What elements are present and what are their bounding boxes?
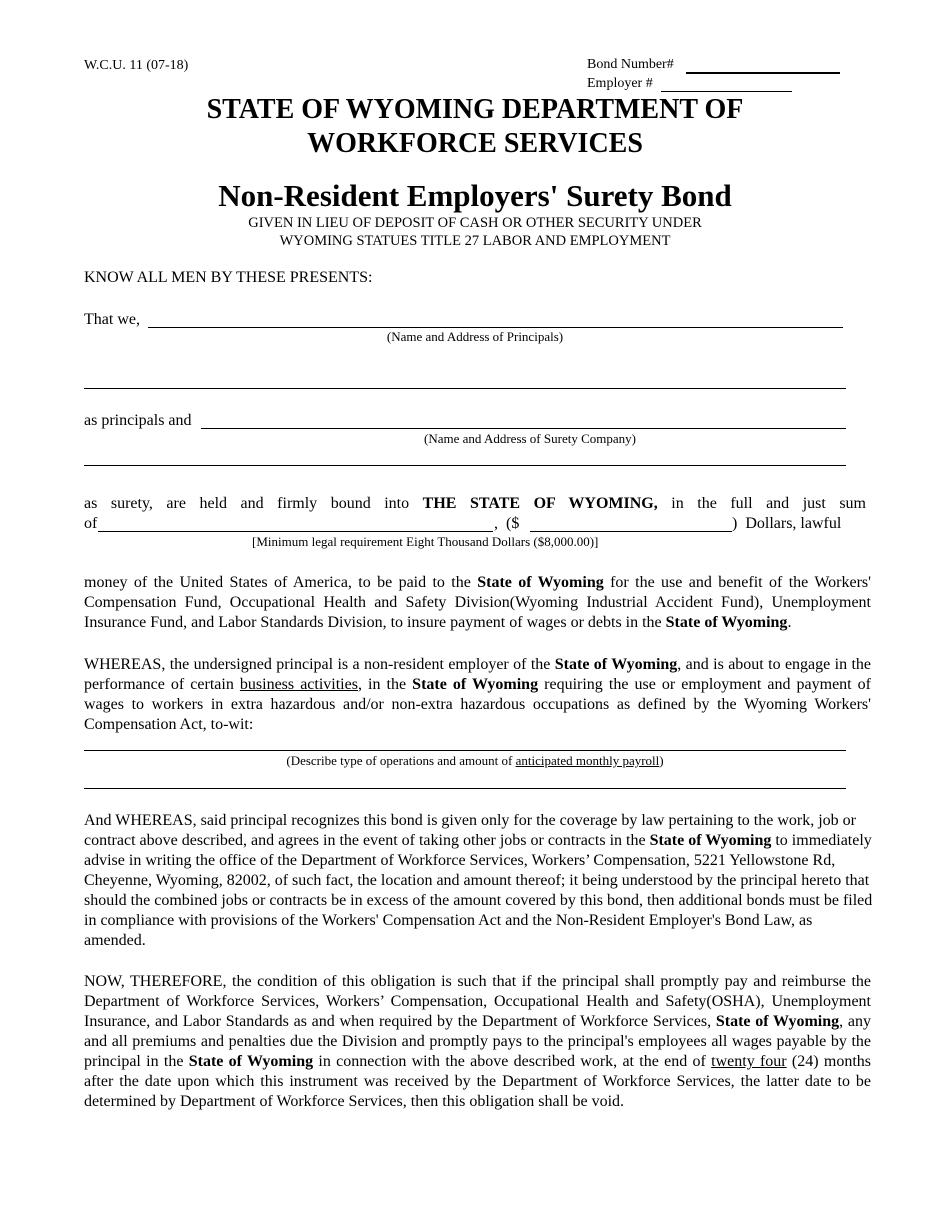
dollar-close: ) Dollars, lawful xyxy=(732,515,842,532)
of-label: of xyxy=(84,515,98,532)
operations-caption-close: ) xyxy=(659,753,664,768)
money-text-1: money of the United States of America, to be paid to the xyxy=(84,574,478,591)
employer-label: Employer # xyxy=(587,76,653,91)
bond-number-field[interactable] xyxy=(686,72,840,74)
dollar-open: , ($ xyxy=(494,515,520,532)
operations-payroll-field[interactable] xyxy=(84,788,846,789)
bound-clause-line1 xyxy=(84,494,866,514)
operations-caption xyxy=(0,753,950,769)
now-text-1: NOW, THEREFORE, the condition of this obligation is such that if the principal shall promptly pay and reimburse the Department of Workforce Services, Workers’ Compensation, Occupational Health and Safety(OSHA), Unemployment Insurance, and Labor Standards as and when required by the Department of Workforce Services, xyxy=(84,973,871,1030)
money-state-bold-1: State of Wyoming xyxy=(477,574,604,591)
intro-heading: KNOW ALL MEN BY THESE PRESENTS: xyxy=(84,269,373,286)
subtitle-line2: WYOMING STATUES TITLE 27 LABOR AND EMPLOYMENT xyxy=(279,233,671,249)
whereas-text-2: , and is about to engage in the performance of certain xyxy=(84,656,871,693)
and-whereas-state-bold: State of Wyoming xyxy=(649,832,772,849)
bound-state-bold: THE STATE OF WYOMING, xyxy=(422,495,658,512)
agency-title-line2: WORKFORCE SERVICES xyxy=(307,128,643,159)
money-text-2: for the use and benefit of the Workers' Compensation Fund, Occupational Health and Safety Division(Wyoming Industrial Accident Fund), Unemployment Insurance Fund, and Labor Standards Division, to insure payment of wages or debts in the xyxy=(84,574,872,631)
bound-text-b: in the full and just sum xyxy=(657,495,867,512)
whereas-text-3: , in the xyxy=(357,676,413,693)
now-underline-twenty-four: twenty four xyxy=(711,1053,787,1070)
principals-label: That we, xyxy=(84,311,140,328)
whereas-state-bold-2: State of Wyoming xyxy=(412,676,539,693)
money-state-bold-2: State of Wyoming xyxy=(665,614,788,631)
now-text-4: (24) months after the date upon which this instrument was received by the Department of Workforce Services, the latter date to be determined by Department of Workforce Services, then this obligation shall be void. xyxy=(84,1053,871,1110)
form-code: W.C.U. 11 (07-18) xyxy=(84,58,189,73)
whereas-underline-business-activities: business activities xyxy=(239,676,358,693)
bond-amount-words-field[interactable] xyxy=(98,531,493,532)
now-state-bold-1: State of Wyoming xyxy=(715,1013,840,1030)
paragraph-and-whereas xyxy=(84,811,874,951)
surety-label: as principals and xyxy=(84,412,192,429)
bound-text-a: as surety, are held and firmly bound into xyxy=(84,495,423,512)
and-whereas-text-2: to immediately advise in writing the office of the Department of Workforce Services, Workers’ Compensation, 5221 Yellowstone Rd, Cheyenne, Wyoming, 82002, of such fact, the location and amount thereof; it being understood by the principal hereto that should the combined jobs or contracts be in excess of the amount covered by this bond, then additional bonds must be filed in compliance with provisions of the Workers' Compensation Act and the Non-Resident Employer's Bond Law, as amended. xyxy=(84,832,873,949)
now-state-bold-2: State of Wyoming xyxy=(188,1053,314,1070)
agency-title xyxy=(0,93,950,161)
principals-address-field[interactable] xyxy=(84,388,846,389)
whereas-text-4: requiring the use or employment and payment of wages to workers in extra hazardous and/or non-extra hazardous occupations as defined by the Wyoming Workers' Compensation Act, to-wit: xyxy=(84,676,872,733)
page-title: Non-Resident Employers' Surety Bond xyxy=(218,178,732,213)
whereas-state-bold-1: State of Wyoming xyxy=(554,656,678,673)
bond-number-label: Bond Number# xyxy=(587,57,674,72)
operations-caption-text: (Describe type of operations and amount of xyxy=(286,753,516,768)
now-text-2: , any and all premiums and penalties due the Division and promptly pays to the principal's employees all wages payable by the principal in the xyxy=(84,1013,871,1070)
and-whereas-text-1: And WHEREAS, said principal recognizes this bond is given only for the coverage by law pertaining to the work, job or contract above described, and agrees in the event of taking other jobs or contracts in the xyxy=(84,812,856,849)
money-text-3: . xyxy=(787,614,792,631)
page-subtitle xyxy=(0,214,950,250)
subtitle-line1: GIVEN IN LIEU OF DEPOSIT OF CASH OR OTHER SECURITY UNDER xyxy=(248,215,702,231)
surety-name-field[interactable] xyxy=(201,428,846,429)
operations-caption-underlined: anticipated monthly payroll xyxy=(515,753,660,768)
employer-number-field[interactable] xyxy=(661,91,792,92)
principals-name-field[interactable] xyxy=(148,327,843,328)
agency-title-line1: STATE OF WYOMING DEPARTMENT OF xyxy=(206,94,744,125)
principals-caption: (Name and Address of Principals) xyxy=(386,329,564,344)
surety-address-field[interactable] xyxy=(84,465,846,466)
bond-amount-figure-field[interactable] xyxy=(530,531,732,532)
whereas-text-1: WHEREAS, the undersigned principal is a non-resident employer of the xyxy=(84,656,555,673)
paragraph-money xyxy=(84,573,871,633)
paragraph-now-therefore xyxy=(84,972,871,1112)
surety-caption: (Name and Address of Surety Company) xyxy=(424,431,636,446)
now-text-3: in connection with the above described work, at the end of xyxy=(313,1053,712,1070)
minimum-requirement-note: [Minimum legal requirement Eight Thousand Dollars ($8,000.00)] xyxy=(252,534,599,549)
operations-description-field[interactable] xyxy=(84,750,846,751)
paragraph-whereas xyxy=(84,655,871,735)
